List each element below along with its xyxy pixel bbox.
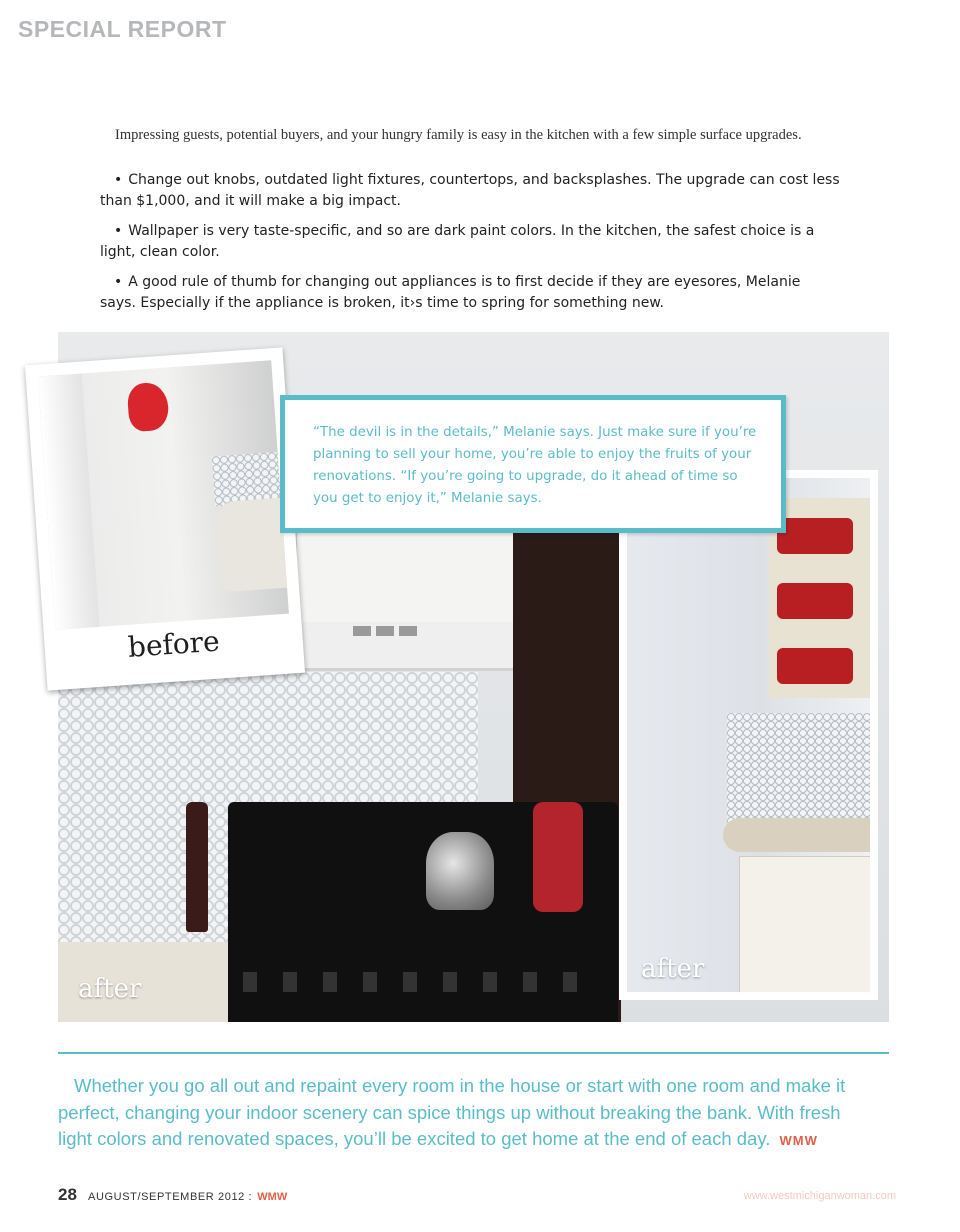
before-photo-polaroid [25,347,305,690]
closing-text: Whether you go all out and repaint every room in the house or start with one room and make it perfect, changing your indoor scenery can spice things up without breaking the bank. With fresh light colors and renovated spaces, you’ll be excited to get home at the end of each day. [58,1075,846,1149]
bullet-dot: • [114,172,123,188]
old-sink [215,498,289,593]
countertop [723,818,870,852]
before-caption: before [126,624,221,664]
signoff-mark: WMW [779,1133,818,1148]
tip-item [100,170,840,211]
website-url[interactable]: www.westmichiganwoman.com [743,1190,896,1202]
stove-knobs [243,972,603,992]
after-photo-right [627,478,870,992]
lower-cabinet [739,856,870,992]
after-caption-right: after [641,954,705,984]
backsplash-tiles [727,713,870,823]
page-footer [58,1185,287,1205]
pull-quote: “The devil is in the details,” Melanie says. Just make sure if you’re planning to sell your home, you’re able to enjoy the fruits of your renovations. “If you’re going to upgrade, do it ahead of time so you get to enjoy it,” Melanie says. [313,425,757,506]
section-label: SPECIAL REPORT [18,16,227,42]
bullet-dot: • [114,274,123,290]
door-frame [38,373,100,629]
christmas-stocking [533,802,583,912]
kettle [426,832,494,910]
tips-list [100,170,840,323]
pull-quote-box [280,395,786,533]
red-plates [777,583,853,619]
hood-vent [353,626,371,636]
after-photo-frame [619,470,878,1000]
footer-brand: WMW [257,1191,288,1203]
red-plates [777,648,853,684]
hood-vent [376,626,394,636]
tip-item [100,221,840,262]
wine-bottle [186,802,208,932]
red-plates [777,518,853,554]
after-caption-left: after [78,974,142,1004]
red-paint-splotch [127,382,170,433]
issue-date: AUGUST/SEPTEMBER 2012 : [88,1191,253,1203]
tip-text: A good rule of thumb for changing out appliances is to first decide if they are eyesores, Melanie says. Especially if the appliance is broken, it›s time to spring for something new. [100,274,801,311]
upper-cabinet [296,522,516,624]
bullet-dot: • [114,223,123,239]
intro-paragraph: Impressing guests, potential buyers, and your hungry family is easy in the kitchen with a few simple surface upgrades. [115,127,802,143]
tip-text: Wallpaper is very taste-specific, and so are dark paint colors. In the kitchen, the safest choice is a light, clean color. [100,223,815,260]
closing-paragraph [58,1073,878,1155]
hood-vent [399,626,417,636]
tip-item [100,272,840,313]
tip-text: Change out knobs, outdated light fixtures, countertops, and backsplashes. The upgrade can cost less than $1,000, and it will make a big impact. [100,172,840,209]
page-number: 28 [58,1185,77,1204]
divider-rule [58,1052,889,1054]
before-photo [38,360,289,630]
